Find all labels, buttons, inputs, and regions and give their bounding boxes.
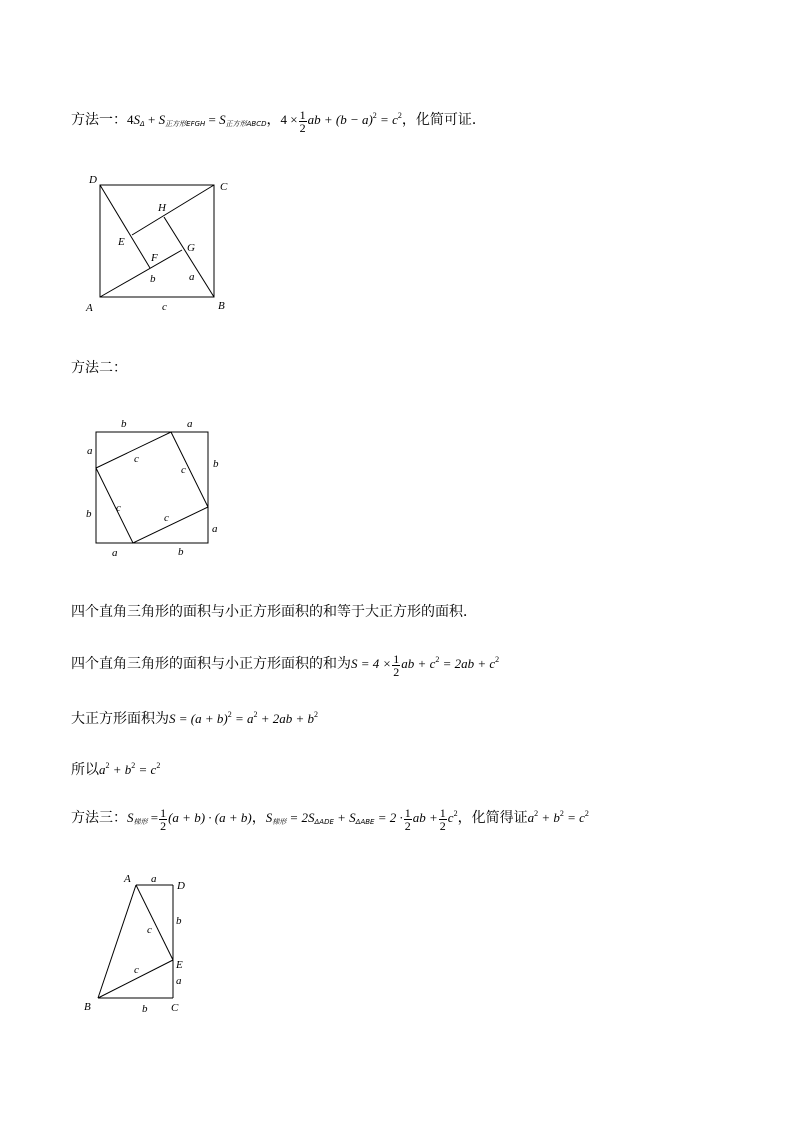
fig2-c-left: c (116, 502, 121, 514)
fig1-label-b: b (150, 273, 156, 285)
fig1-label-C: C (220, 181, 228, 193)
method1-label: 方法一： (71, 112, 127, 128)
fig3-label-c2: c (134, 964, 139, 976)
fig3-label-C: C (171, 1002, 179, 1014)
fig2-bottom-a: a (112, 547, 118, 559)
fig3-label-D: D (177, 880, 185, 892)
method2-label: 方法二： (71, 360, 127, 376)
fig1-label-H: H (158, 202, 166, 214)
method1-line: 方法一：$4S_\Delta + S_{正方形EFGH} = S_{正方形ABCD}$，4 × $\frac{1}{2}$ ab + $(b - a)^2 = c^2$，化简可证． (71, 107, 486, 135)
fig1-label-G: G (187, 242, 195, 254)
text2-formula: S = 4 × $\frac{1}{2}$ ab + $c^2 = 2ab + c^2$ (351, 651, 500, 679)
fig1-label-a: a (189, 271, 195, 283)
fig3-label-a-top: a (151, 873, 157, 885)
fig1-label-A: A (86, 302, 93, 314)
fig1-label-B: B (218, 300, 225, 312)
fig1-label-c: c (162, 301, 167, 313)
method3-line: 方法三：$S_{梯形}$ = $\frac{1}{2}$ (a + b) · (a + b)，$S_{梯形} = 2S_{\Delta ADE} + S_{\Delta ABE} = 2$ · $\frac{1}{2}$ ab + $\frac{1}{2}$ $c^2$，化简得证$a^2 + b^2 = c^2$ (71, 805, 589, 833)
fig3-label-c1: c (147, 924, 152, 936)
fig2-right-b: b (213, 458, 219, 470)
fig2-c-top: c (134, 453, 139, 465)
fig3-label-b-bottom: b (142, 1003, 148, 1015)
fig3-line-AE (136, 885, 173, 960)
fig2-c-bottom: c (164, 512, 169, 524)
fig2-top-b: b (121, 418, 127, 430)
method3-result: $a^2 + b^2 = c^2$ (527, 809, 589, 825)
fig2-right-a: a (212, 523, 218, 535)
fig2-c-right: c (181, 464, 186, 476)
text3-formula: $S = (a + b)^2 = a^2 + 2ab + b^2$ (169, 710, 319, 726)
text4-formula: $a^2 + b^2 = c^2$ (99, 761, 161, 777)
text-line-4: 所以$a^2 + b^2 = c^2$ (71, 761, 161, 778)
fig1-label-D: D (89, 174, 97, 186)
method3-formula-2: $S_{梯形} = 2S_{\Delta ADE} + S_{\Delta ABE} = 2$ · $\frac{1}{2}$ ab + $\frac{1}{2}$ $c^2$ (265, 805, 458, 833)
fig3-label-A: A (124, 873, 131, 885)
fig2-left-b: b (86, 508, 92, 520)
fig3-label-a-right: a (176, 975, 182, 987)
fig2-left-a: a (87, 445, 93, 457)
fig2-top-a: a (187, 418, 193, 430)
fig2-bottom-b: b (178, 546, 184, 558)
fig1-label-E: E (118, 236, 125, 248)
fig3-label-E: E (176, 959, 183, 971)
fig1-label-F: F (151, 252, 158, 264)
text-line-1: 四个直角三角形的面积与小正方形面积的和等于大正方形的面积． (71, 604, 477, 620)
method1-formula-2: 4 × $\frac{1}{2}$ ab + $(b - a)^2 = c^2$ (280, 107, 402, 135)
method3-formula: $S_{梯形}$ = $\frac{1}{2}$ (a + b) · (a + b) (127, 805, 252, 833)
text-line-2: 四个直角三角形的面积与小正方形面积的和为S = 4 × $\frac{1}{2}$ ab + $c^2 = 2ab + c^2$ (71, 651, 500, 679)
text-line-3: 大正方形面积为$S = (a + b)^2 = a^2 + 2ab + b^2$ (71, 710, 319, 727)
fig3-line-AB (98, 885, 136, 998)
fig3-label-B: B (84, 1001, 91, 1013)
method1-formula: $4S_\Delta + S_{正方形EFGH} = S_{正方形ABCD}$ (127, 112, 267, 128)
fig3-label-b-right: b (176, 915, 182, 927)
